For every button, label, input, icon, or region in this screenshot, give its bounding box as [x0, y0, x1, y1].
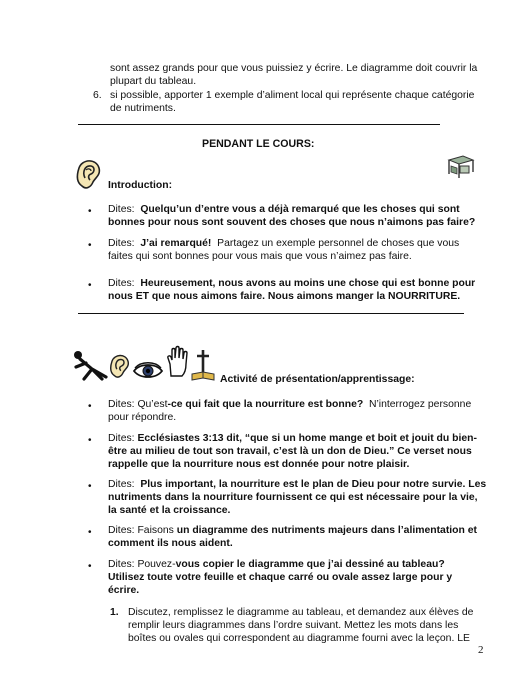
numbered-item-text: Discutez, remplissez le diagramme au tableau, et demandez aux élèves de remplir leurs diagrammes dans l’ordre suivant. Mettez les mots dans les boîtes ou ovales qui correspondent au diagramme fourni avec la leçon. LE [128, 607, 474, 644]
intro-bullet-3: Dites: Heureusement, nous avons au moins une chose qui est bonne pour nous ET que nous aimons faire. Nous aimons manger la NOURRITURE. [108, 278, 476, 302]
divider-middle [78, 313, 464, 314]
bullet: • [88, 280, 92, 291]
activity-heading: Activité de présentation/apprentissage: [220, 374, 415, 385]
bullet: • [88, 561, 92, 572]
page-number: 2 [478, 644, 484, 656]
activity-bullet-4: Dites: Faisons un diagramme des nutriments majeurs dans l’alimentation et comment ils nous aident. [108, 525, 477, 549]
divider-top [78, 124, 440, 125]
eye-icon [132, 362, 164, 380]
section-title: PENDANT LE COURS: [202, 138, 315, 150]
bullet: • [88, 206, 92, 217]
bullet: • [88, 481, 92, 492]
activity-bullet-3: Dites: Plus important, la nourriture est le plan de Dieu pour notre survie. Les nutriments dans la nourriture fournissent ce qui est nécessaire pour la vie, la santé et la croissance. [108, 479, 487, 516]
hand-icon [165, 346, 189, 378]
list-item-6: si possible, apporter 1 exemple d’aliment local qui représente chaque catégorie de nutriments. [110, 90, 475, 114]
cross-bible-icon [190, 348, 216, 382]
desk-icon [446, 152, 476, 180]
intro-bullet-2: Dites: J’ai remarqué! Partagez un exemple personnel de choses que vous faites qui sont bonnes pour vous mais que vous n’aimez pas faire. [108, 238, 460, 262]
activity-bullet-5: Dites: Pouvez-vous copier le diagramme que j’ai dessiné au tableau? Utilisez toute votre feuille et chaque carré ou ovale assez large pour y écrire. [108, 559, 453, 596]
bullet: • [88, 401, 92, 412]
bullet: • [88, 527, 92, 538]
bullet: • [88, 435, 92, 446]
intro-bullet-1: Dites: Quelqu’un d’entre vous a déjà remarqué que les choses qui sont bonnes pour nous sont souvent des choses que nous n’aimons pas faire? [108, 204, 476, 228]
numbered-item-number: 1. [110, 607, 119, 618]
intro-heading: Introduction: [108, 180, 173, 191]
stretching-person-icon [72, 349, 110, 383]
activity-bullet-1: Dites: Qu’est-ce qui fait que la nourriture est bonne? N’interrogez personne pour répondre. [108, 399, 472, 423]
ear-icon [74, 156, 104, 192]
activity-bullet-2: Dites: Ecclésiastes 3:13 dit, “que si un home mange et boit et jouit du bien-être au milieu de tout son travail, c’est là un don de Dieu.” Ce verset nous rappelle que la nourriture nous est donnée pour notre plaisir. [108, 433, 477, 470]
list-number-6: 6. [93, 90, 102, 101]
ear-icon [108, 350, 132, 382]
bullet: • [88, 240, 92, 251]
list-item-5-continuation: sont assez grands pour que vous puissiez y écrire. Le diagramme doit couvrir la plupart du tableau. [110, 63, 478, 87]
